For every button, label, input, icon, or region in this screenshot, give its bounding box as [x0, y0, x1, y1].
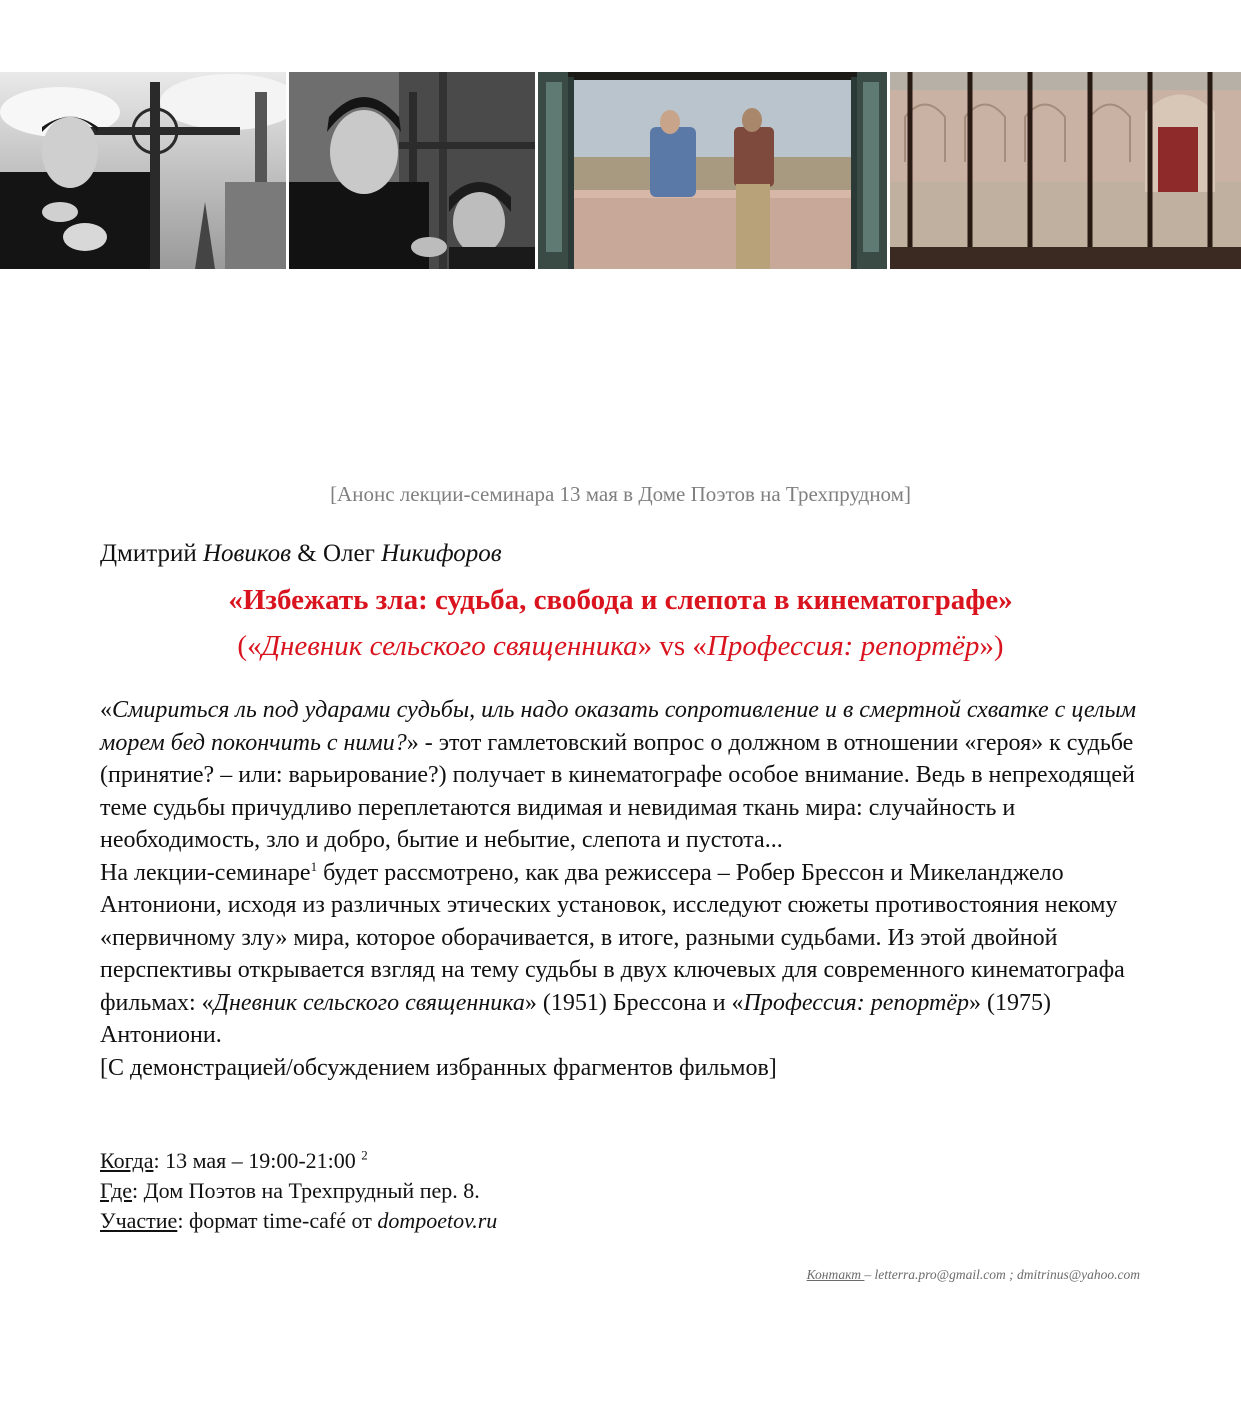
announcement-line: [Анонс лекции-семинара 13 мая в Доме Поэтов на Трехпрудном]	[330, 482, 911, 506]
info-when: Когда: 13 мая – 19:00-21:00 $^2$	[100, 1147, 368, 1173]
info-participation: Участие: формат time-café от dompoetov.ru	[100, 1208, 498, 1233]
contact-line: Контакт – letterra.pro@gmail.com ; dmitrinus@yahoo.com	[806, 1267, 1140, 1282]
paragraph-demo-note: [С демонстрацией/обсуждением избранных фрагментов фильмов]	[100, 1054, 777, 1081]
site-link[interactable]: dompoetov.ru	[377, 1208, 498, 1233]
footnote-ref-2[interactable]: 2	[361, 1147, 368, 1163]
film-still-window-desert-icon	[538, 72, 887, 269]
lecture-title: «Избежать зла: судьба, свобода и слепота в кинематографе»	[228, 584, 1013, 616]
event-info	[100, 1146, 497, 1236]
film-still-priest-woman-icon	[289, 72, 535, 269]
authors-line: Дмитрий Новиков & Олег Никифоров	[100, 540, 502, 567]
film-still-arena-gate-icon	[890, 72, 1241, 269]
footnote-ref-1[interactable]: 1	[310, 858, 318, 874]
header-film-strip	[0, 72, 1241, 269]
info-where: Где: Дом Поэтов на Трехпрудный пер. 8.	[100, 1178, 480, 1203]
contact-emails[interactable]: letterra.pro@gmail.com ; dmitrinus@yahoo.com	[874, 1267, 1140, 1282]
description-body	[100, 694, 1145, 1084]
lecture-subtitle: («Дневник сельского священника» vs «Профессия: репортёр»)	[237, 630, 1004, 662]
film-still-priest-cross-icon	[0, 72, 286, 269]
paragraph-lecture: На лекции-семинаре$^1$ будет рассмотрено, как два режиссера – Робер Брессон и Микеланджело Антониони, исходя из различных этических установок, исследуют сюжеты противостояния некому «первичному злу» мира, которое оборачивается, в итоге, разными судьбами. Из этой двойной перспективы открывается взгляд на тему судьбы в двух ключевых для современного кинематографа фильмах: «Дневник сельского священника» (1951) Брессона и «Профессия: репортёр» (1975) Антониони.	[100, 858, 1125, 1048]
paragraph-hamlet: «Смириться ль под ударами судьбы, иль надо оказать сопротивление и в смертной схватке с целым морем бед покончить с ними?» - этот гамлетовский вопрос о должном в отношении «героя» к судьбе (принятие? – или: варьирование?) получает в кинематографе особое внимание. Ведь в непреходящей теме судьбы причудливо переплетаются видимая и невидимая ткань мира: случайность и необходимость, зло и добро, бытие и небытие, слепота и пустота...	[100, 697, 1137, 853]
